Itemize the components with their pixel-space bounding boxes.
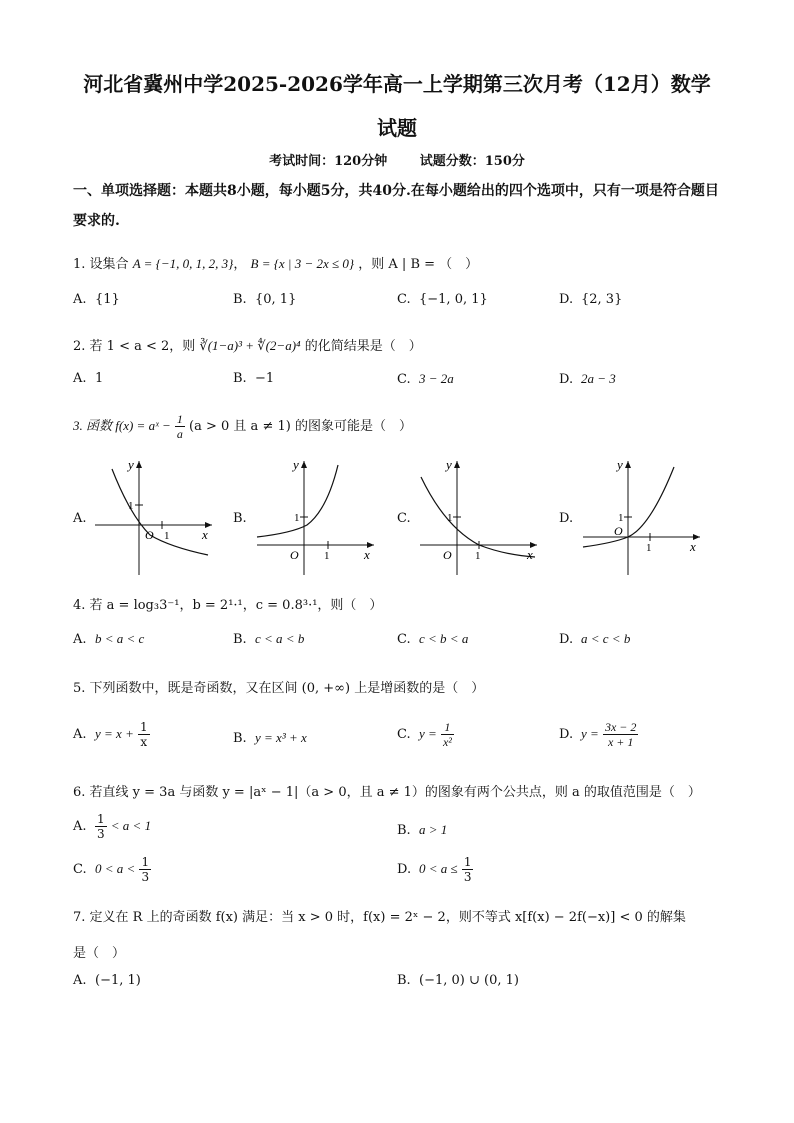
q6-c-pre: 0 < a < [95,861,136,876]
x-one-label: 1 [164,530,170,542]
q2-expr: ∛(1−a)³ + ∜(2−a)⁴ [199,338,301,353]
q5-b-value: y = x³ + x [255,730,307,745]
q7-option-b: B. (−1, 0) ∪ (0, 1) [397,973,519,988]
origin-label: O [290,548,299,562]
origin-label: O [614,524,623,538]
x-label: x [527,547,533,562]
q1-option-b: B. {0, 1} [233,292,297,307]
x-label: x [202,527,208,542]
q4-option-a: A. b < a < c [73,631,145,647]
q2-option-b: B. −1 [233,371,275,386]
q1-d-value: {2, 3} [581,292,623,307]
q4-c-value: c < b < a [419,631,469,646]
q5-a-num: 1 [139,720,148,734]
q6-option-d: D. 0 < a ≤ $\frac{1}{3}$ [397,855,472,884]
q4-d-value: a < c < b [581,631,631,646]
q1-set-b: B = {x | 3 − 2x ≤ 0} [250,256,355,271]
q5-d-den: x + 1 [607,735,634,749]
q5-option-d: D. y = $\frac{3x - 2}{x + 1}$ [559,720,637,749]
x-label: x [364,547,370,562]
y-label: y [293,457,299,472]
q4-a-value: b < a < c [95,631,145,646]
q6-option-a: A. $\frac{1}{3}$ < a < 1 [73,812,152,841]
question-7-stem-line1: 7. 定义在 R 上的奇函数 f(x) 满足：当 x > 0 时，f(x) = 2ˣ − 2，则不等式 x[f(x) − 2f(−x)] < 0 的解集 [73,910,686,925]
y-label: y [617,457,623,472]
exam-score: 试题分数：150分 [419,154,525,169]
q3-frac-den: a [176,427,183,441]
q3-text-a: 3. 函数 f(x) = aˣ − [73,418,171,433]
q5-option-a: A. y = x + $\frac{1}{x}$ [73,720,148,749]
q7-b-value: (−1, 0) ∪ (0, 1) [419,973,519,988]
q2-d-value: 2a − 3 [581,371,616,386]
section-heading: 一、单项选择题：本题共8小题，每小题5分，共40分.在每小题给出的四个选项中，只有一项是符合题目要求的. [73,183,719,229]
q6-a-post: < a < 1 [110,818,152,833]
q6-b-value: a > 1 [419,822,448,837]
q5-c-pre: y = [419,726,437,741]
q2-a-value: 1 [95,371,104,386]
exam-meta [0,150,794,169]
question-7-stem-line2: 是（ ） [73,946,126,961]
q7-a-value: (−1, 1) [95,973,141,988]
q6-d-frac [462,855,474,884]
q4-option-b: B. c < a < b [233,631,305,647]
q6-c-num: 1 [141,855,150,869]
q6-c-den: 3 [141,870,150,884]
q3-graph-a [90,455,220,580]
question-2-stem [73,335,422,354]
q1-b-value: {0, 1} [255,292,297,307]
y-axis-arrow [136,461,142,468]
q6-option-b: B. a > 1 [397,822,448,838]
q6-option-c: C. 0 < a < $\frac{1}{3}$ [73,855,150,884]
q2-text-a: 2. 若 1 < a < 2，则 [73,339,196,354]
y-one-label: 1 [447,512,453,524]
q1-set-a: A = {−1, 0, 1, 2, 3} [132,256,234,271]
q1-option-a: A. {1} [73,292,120,307]
q6-a-num: 1 [97,812,105,826]
q2-text-b: 的化简结果是（ ） [304,339,422,354]
question-5-stem: 5. 下列函数中，既是奇函数，又在区间 (0, +∞) 上是增函数的是（ ） [73,681,485,696]
y-one-label: 1 [128,500,134,512]
q3-graph-b [252,455,382,580]
q3-label-a: A. [73,511,87,526]
q6-d-pre: 0 < a ≤ [419,861,458,876]
q5-option-c: C. y = $\frac{1}{\text{x²}}$ [397,720,452,749]
exam-title-line1: 河北省冀州中学2025-2026学年高一上学期第三次月考（12月）数学 [83,72,711,96]
q3-label-d: D. [559,511,574,526]
x-label: x [690,539,696,554]
q1-option-d: D. {2, 3} [559,292,623,307]
q5-c-den: x² [442,735,452,749]
q2-c-value: 3 − 2a [419,371,454,386]
q6-d-den: 3 [463,870,472,884]
x-one-label: 1 [646,542,652,554]
question-4-stem: 4. 若 a = log₃3⁻¹，b = 2¹·¹，c = 0.8³·¹，则（ ） [73,598,383,613]
q3-label-b: B. [233,511,247,526]
q2-option-c: C. 3 − 2a [397,371,454,387]
q5-d-pre: y = [581,726,599,741]
q4-option-c: C. c < b < a [397,631,469,647]
q7-option-a: A. (−1, 1) [73,973,141,988]
q5-d-frac [603,720,638,749]
x-one-label: 1 [475,550,481,562]
curve [257,465,338,537]
y-one-label: 1 [294,512,300,524]
question-6-stem: 6. 若直线 y = 3a 与函数 y = |aˣ − 1|（a > 0，且 a ≠ 1）的图象有两个公共点，则 a 的取值范围是（ ） [73,785,701,800]
q1-text-b: ，则 A | B = （ ） [358,257,479,272]
q6-d-num: 1 [463,855,472,869]
q2-option-a: A. 1 [73,371,104,386]
y-axis-arrow [454,461,460,468]
q5-option-b: B. y = x³ + x [233,730,307,746]
q3-label-c: C. [397,511,411,526]
q4-b-value: c < a < b [255,631,305,646]
q3-graph-c [415,455,545,580]
q3-frac-num: 1 [176,412,183,426]
y-label: y [128,457,134,472]
q5-c-frac [441,720,454,749]
q6-a-den: 3 [97,827,105,841]
q1-text-a: 1. 设集合 [73,257,129,272]
q1-option-c: C. {−1, 0, 1} [397,292,488,307]
q1-c-value: {−1, 0, 1} [419,292,488,307]
q4-option-d: D. a < c < b [559,631,631,647]
q6-c-frac [139,855,151,884]
y-label: y [446,457,452,472]
question-1-stem [73,253,478,272]
y-one-label: 1 [618,512,624,524]
exam-title-line2: 试题 [377,116,417,140]
question-3-stem [73,412,412,441]
exam-time: 考试时间：120分钟 [269,154,388,169]
q6-a-frac [95,812,107,841]
origin-label: O [443,548,452,562]
q5-a-den: x [140,735,148,749]
q2-b-value: −1 [255,371,275,386]
y-axis-arrow [301,461,307,468]
q3-fraction [175,412,185,441]
curve [112,469,208,555]
q5-a-frac [138,720,150,749]
q3-graph-d [578,455,708,580]
y-axis-arrow [625,461,631,468]
x-one-label: 1 [324,550,330,562]
q1-sep: ， [233,257,247,272]
q3-text-b: (a > 0 且 a ≠ 1) 的图象可能是（ ） [189,419,412,434]
q1-a-value: {1} [95,292,120,307]
q5-c-num: 1 [441,720,454,735]
q5-d-num: 3x − 2 [604,720,637,734]
q2-option-d: D. 2a − 3 [559,371,616,387]
origin-label: O [145,528,154,542]
q5-a-pre: y = x + [95,726,134,741]
